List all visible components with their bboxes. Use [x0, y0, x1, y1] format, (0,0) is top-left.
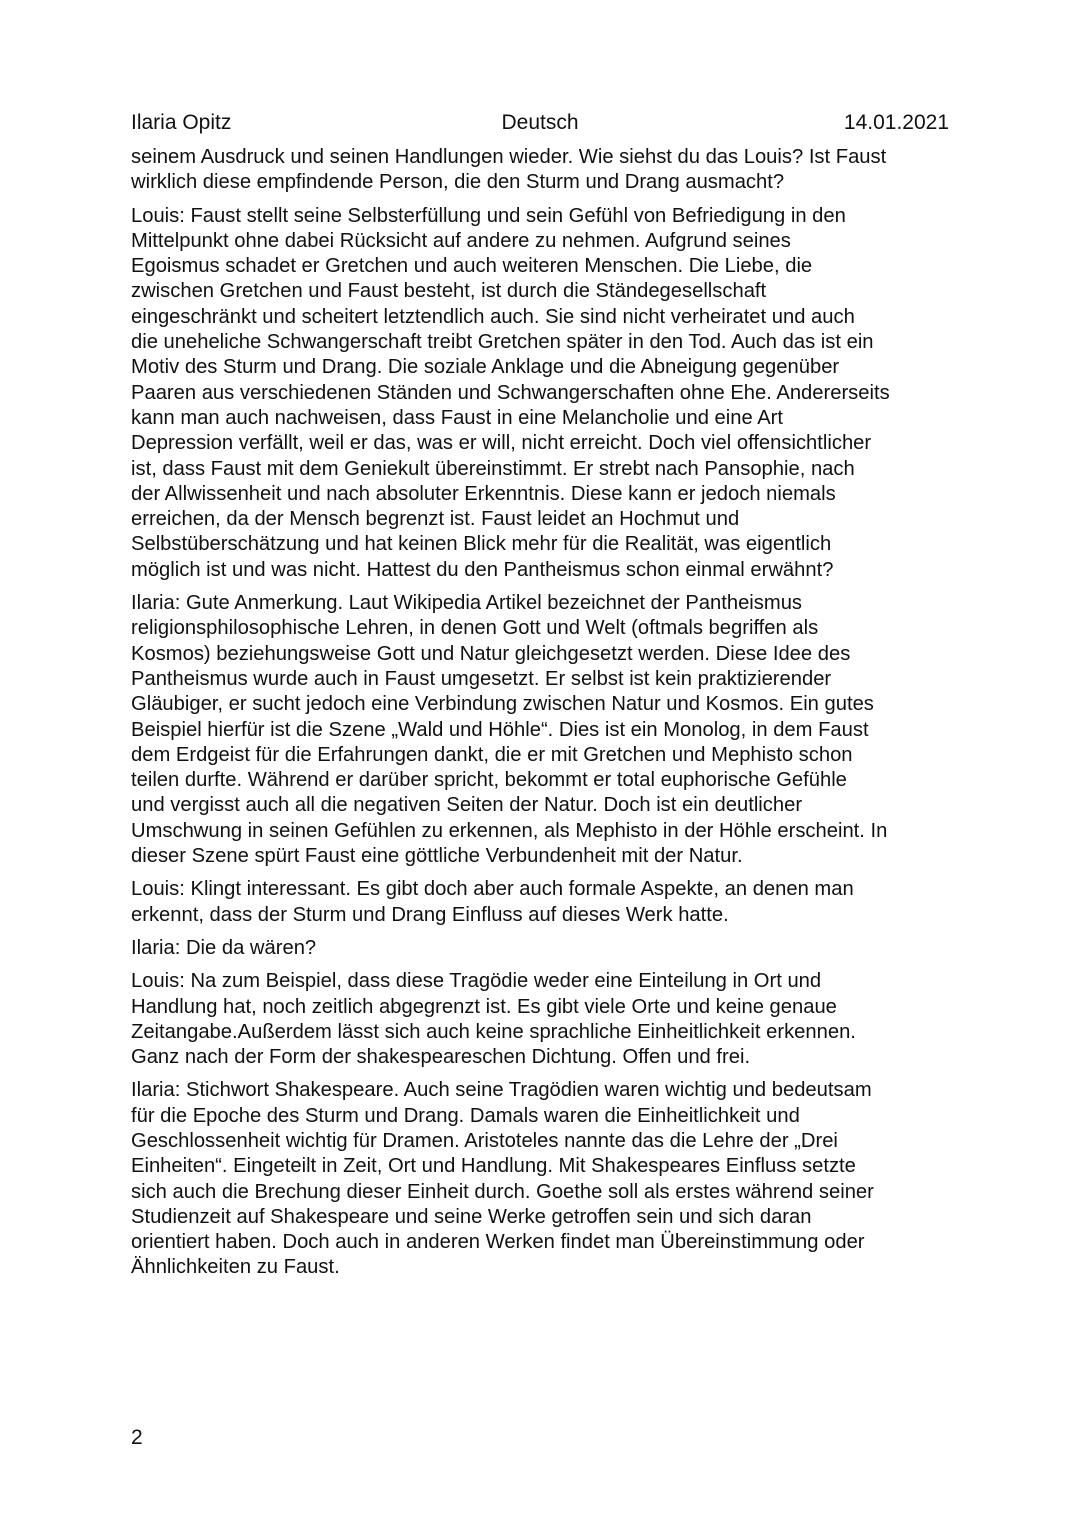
text-line: orientiert haben. Doch auch in anderen Werken findet man Übereinstimmung oder [131, 1231, 865, 1254]
text-line: möglich ist und was nicht. Hattest du den Pantheismus schon einmal erwähnt? [131, 558, 834, 581]
text-line: kann man auch nachweisen, dass Faust in eine Melancholie und eine Art [131, 406, 784, 429]
text-line: wirklich diese empfindende Person, die den Sturm und Drang ausmacht? [131, 171, 785, 194]
text-line: Paaren aus verschiedenen Ständen und Schwangerschaften ohne Ehe. Andererseits [131, 381, 890, 404]
paragraph [131, 1078, 953, 1280]
paragraph [131, 936, 953, 961]
header-date: 14.01.2021 [843, 111, 949, 134]
text-line: Ilaria: Die da wären? [131, 936, 317, 959]
text-line: Egoismus schadet er Gretchen und auch weiteren Menschen. Die Liebe, die [131, 255, 813, 278]
paragraph [131, 145, 953, 196]
text-line: Pantheismus wurde auch in Faust umgesetzt. Er selbst ist kein praktizierender [131, 667, 832, 690]
text-line: Beispiel hierfür ist die Szene „Wald und Höhle“. Dies ist ein Monolog, in dem Faust [131, 718, 869, 741]
text-line: Geschlossenheit wichtig für Dramen. Aristoteles nannte das die Lehre der „Drei [131, 1129, 838, 1152]
text-line: Zeitangabe.Außerdem lässt sich auch keine sprachliche Einheitlichkeit erkennen. [131, 1020, 856, 1043]
text-line: Gläubiger, er sucht jedoch eine Verbindung zwischen Natur und Kosmos. Ein gutes [131, 693, 874, 716]
text-line: Mittelpunkt ohne dabei Rücksicht auf andere zu nehmen. Aufgrund seines [131, 229, 791, 252]
text-line: seinem Ausdruck und seinen Handlungen wieder. Wie siehst du das Louis? Ist Faust [131, 146, 887, 168]
document-body [131, 145, 953, 1289]
text-line: Louis: Na zum Beispiel, dass diese Tragödie weder eine Einteilung in Ort und [131, 970, 822, 993]
text-line: dem Erdgeist für die Erfahrungen dankt, die er mit Gretchen und Mephisto schon [131, 743, 853, 766]
text-line: Kosmos) beziehungsweise Gott und Natur gleichgesetzt werden. Diese Idee des [131, 642, 851, 665]
text-line: Selbstüberschätzung und hat keinen Blick mehr für die Realität, was eigentlich [131, 533, 832, 556]
text-line: Ilaria: Gute Anmerkung. Laut Wikipedia Artikel bezeichnet der Pantheismus [131, 592, 803, 615]
text-line: teilen durfte. Während er darüber spricht, bekommt er total euphorische Gefühle [131, 769, 847, 792]
header-subject: Deutsch [501, 111, 579, 134]
text-line: zwischen Gretchen und Faust besteht, ist durch die Ständegesellschaft [131, 280, 767, 303]
text-line: und vergisst auch all die negativen Seiten der Natur. Doch ist ein deutlicher [131, 794, 803, 817]
text-line: Depression verfällt, weil er das, was er will, nicht erreicht. Doch viel offensichtlicher [131, 432, 872, 455]
page-header [131, 109, 949, 137]
paragraph [131, 877, 953, 928]
header-author: Ilaria Opitz [131, 111, 232, 134]
text-line: Ähnlichkeiten zu Faust. [131, 1256, 340, 1279]
text-line: Louis: Klingt interessant. Es gibt doch aber auch formale Aspekte, an denen man [131, 878, 854, 901]
text-line: religionsphilosophische Lehren, in denen Gott und Welt (oftmals begriffen als [131, 617, 819, 640]
text-line: Motiv des Sturm und Drang. Die soziale Anklage und die Abneigung gegenüber [131, 356, 840, 379]
text-line: dieser Szene spürt Faust eine göttliche Verbundenheit mit der Natur. [131, 845, 743, 868]
paragraph [131, 591, 953, 869]
text-line: Umschwung in seinen Gefühlen zu erkennen, als Mephisto in der Höhle erscheint. In [131, 819, 888, 842]
text-line: für die Epoche des Sturm und Drang. Damals waren die Einheitlichkeit und [131, 1104, 800, 1127]
text-line: erreichen, da der Mensch begrenzt ist. Faust leidet an Hochmut und [131, 508, 740, 531]
paragraph [131, 204, 953, 583]
text-line: eingeschränkt und scheitert letztendlich auch. Sie sind nicht verheiratet und auch [131, 305, 855, 328]
text-line: Ganz nach der Form der shakespeareschen Dichtung. Offen und frei. [131, 1046, 751, 1069]
text-line: Einheiten“. Eingeteilt in Zeit, Ort und Handlung. Mit Shakespeares Einfluss setzte [131, 1155, 856, 1178]
text-line: der Allwissenheit und nach absoluter Erkenntnis. Diese kann er jedoch niemals [131, 482, 836, 505]
text-line: die uneheliche Schwangerschaft treibt Gretchen später in den Tod. Auch das ist ein [131, 331, 874, 354]
text-line: Studienzeit auf Shakespeare und seine Werke getroffen sein und sich daran [131, 1205, 812, 1228]
page-number: 2 [131, 1426, 143, 1449]
text-line: Handlung hat, noch zeitlich abgegrenzt ist. Es gibt viele Orte und keine genaue [131, 995, 837, 1018]
paragraph [131, 969, 953, 1070]
text-line: erkennt, dass der Sturm und Drang Einfluss auf dieses Werk hatte. [131, 903, 729, 926]
text-line: Ilaria: Stichwort Shakespeare. Auch seine Tragödien waren wichtig und bedeutsam [131, 1079, 872, 1102]
text-line: sich auch die Brechung dieser Einheit durch. Goethe soll als erstes während seiner [131, 1180, 874, 1203]
text-line: Louis: Faust stellt seine Selbsterfüllung und sein Gefühl von Befriedigung in den [131, 204, 846, 227]
text-line: ist, dass Faust mit dem Geniekult übereinstimmt. Er strebt nach Pansophie, nach [131, 457, 855, 480]
